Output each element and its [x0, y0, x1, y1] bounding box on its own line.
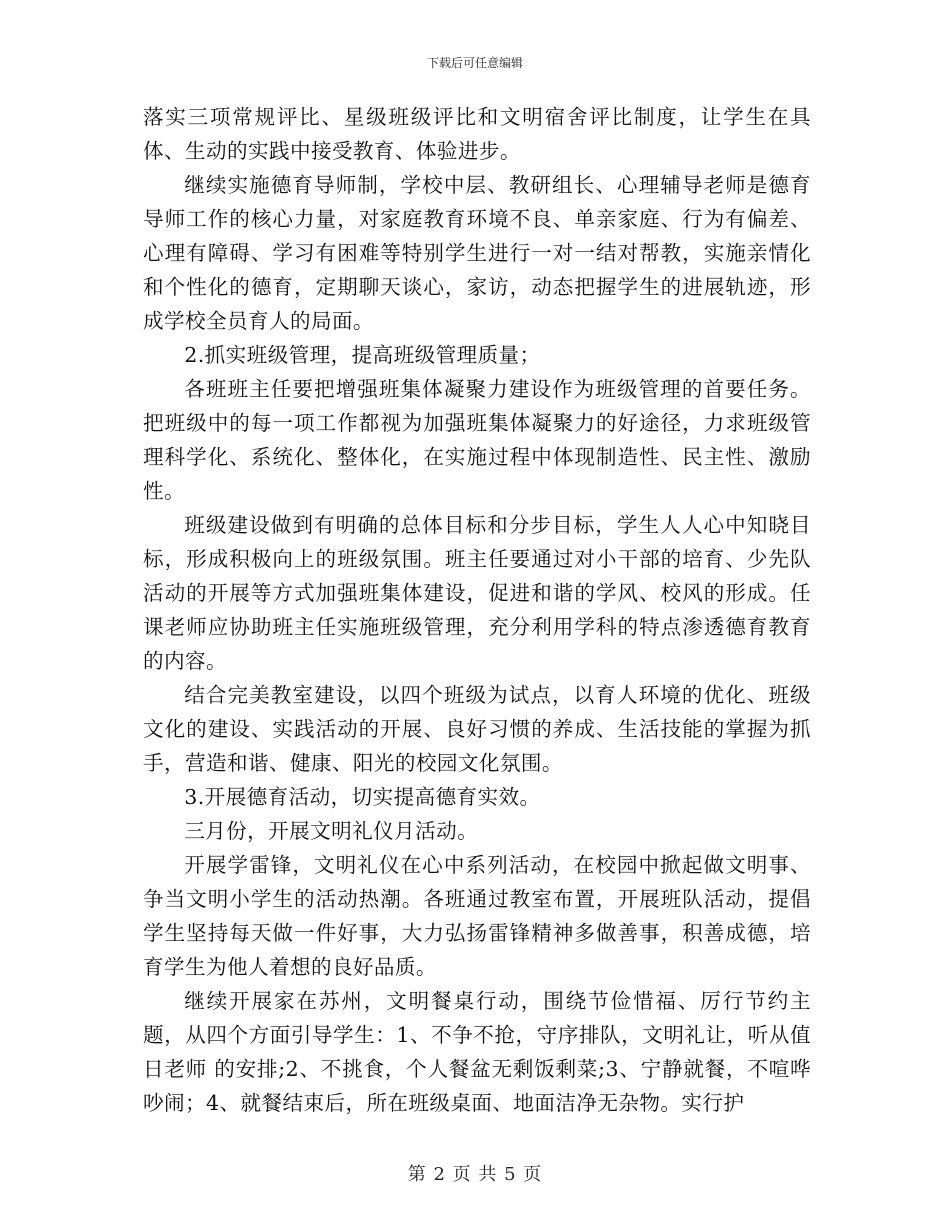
section-heading: 2.抓实班级管理，提高班级管理质量；: [184, 343, 541, 367]
paragraph: 继续实施德育导师制，学校中层、教研组长、心理辅导老师是德育导师工作的核心力量，对家庭教育环境不良、单亲家庭、行为有偏差、心理有障碍、学习有困难等特别学生进行一对一结对帮教，实施亲情化和个性化的德育，定期聊天谈心，家访，动态把握学生的进展轨迹，形成学校全员育人的局面。: [143, 173, 811, 333]
document-body: [143, 100, 811, 1120]
paragraph: 开展学雷锋，文明礼仪在心中系列活动，在校园中掀起做文明事、争当文明小学生的活动热潮。各班通过教室布置，开展班队活动，提倡学生坚持每天做一件好事，大力弘扬雷锋精神多做善事，积善成德，培育学生为他人着想的良好品质。: [143, 853, 811, 979]
page-number-footer: 第 2 页 共 5 页: [407, 1164, 543, 1185]
paragraph: 各班班主任要把增强班集体凝聚力建设作为班级管理的首要任务。把班级中的每一项工作都视为加强班集体凝聚力的好途径，力求班级管理科学化、系统化、整体化，在实施过程中体现制造性、民主性、激励性。: [143, 377, 811, 503]
page-header: 下载后可任意编辑: [426, 56, 523, 70]
paragraph: 结合完美教室建设，以四个班级为试点，以育人环境的优化、班级文化的建设、实践活动的开展、良好习惯的养成、生活技能的掌握为抓手，营造和谐、健康、阳光的校园文化氛围。: [143, 683, 811, 775]
paragraph: 继续开展家在苏州，文明餐桌行动，围绕节俭惜福、厉行节约主题，从四个方面引导学生：1、不争不抢，守序排队，文明礼让，听从值日老师 的安排;2、不挑食，个人餐盆无剩饭剩菜;3、宁静就餐，不喧哗吵闹；4、就餐结束后，所在班级桌面、地面洁净无杂物。实行护: [143, 989, 811, 1115]
paragraph: 三月份，开展文明礼仪月活动。: [184, 819, 479, 843]
paragraph: 班级建设做到有明确的总体目标和分步目标，学生人人心中知晓目标，形成积极向上的班级氛围。班主任要通过对小干部的培育、少先队活动的开展等方式加强班集体建设，促进和谐的学风、校风的形成。任课老师应协助班主任实施班级管理，充分利用学科的特点渗透德育教育的内容。: [143, 513, 811, 673]
paragraph: 落实三项常规评比、星级班级评比和文明宿舍评比制度，让学生在具体、生动的实践中接受教育、体验进步。: [143, 105, 811, 163]
section-heading: 3.开展德育活动，切实提高德育实效。: [184, 785, 541, 809]
